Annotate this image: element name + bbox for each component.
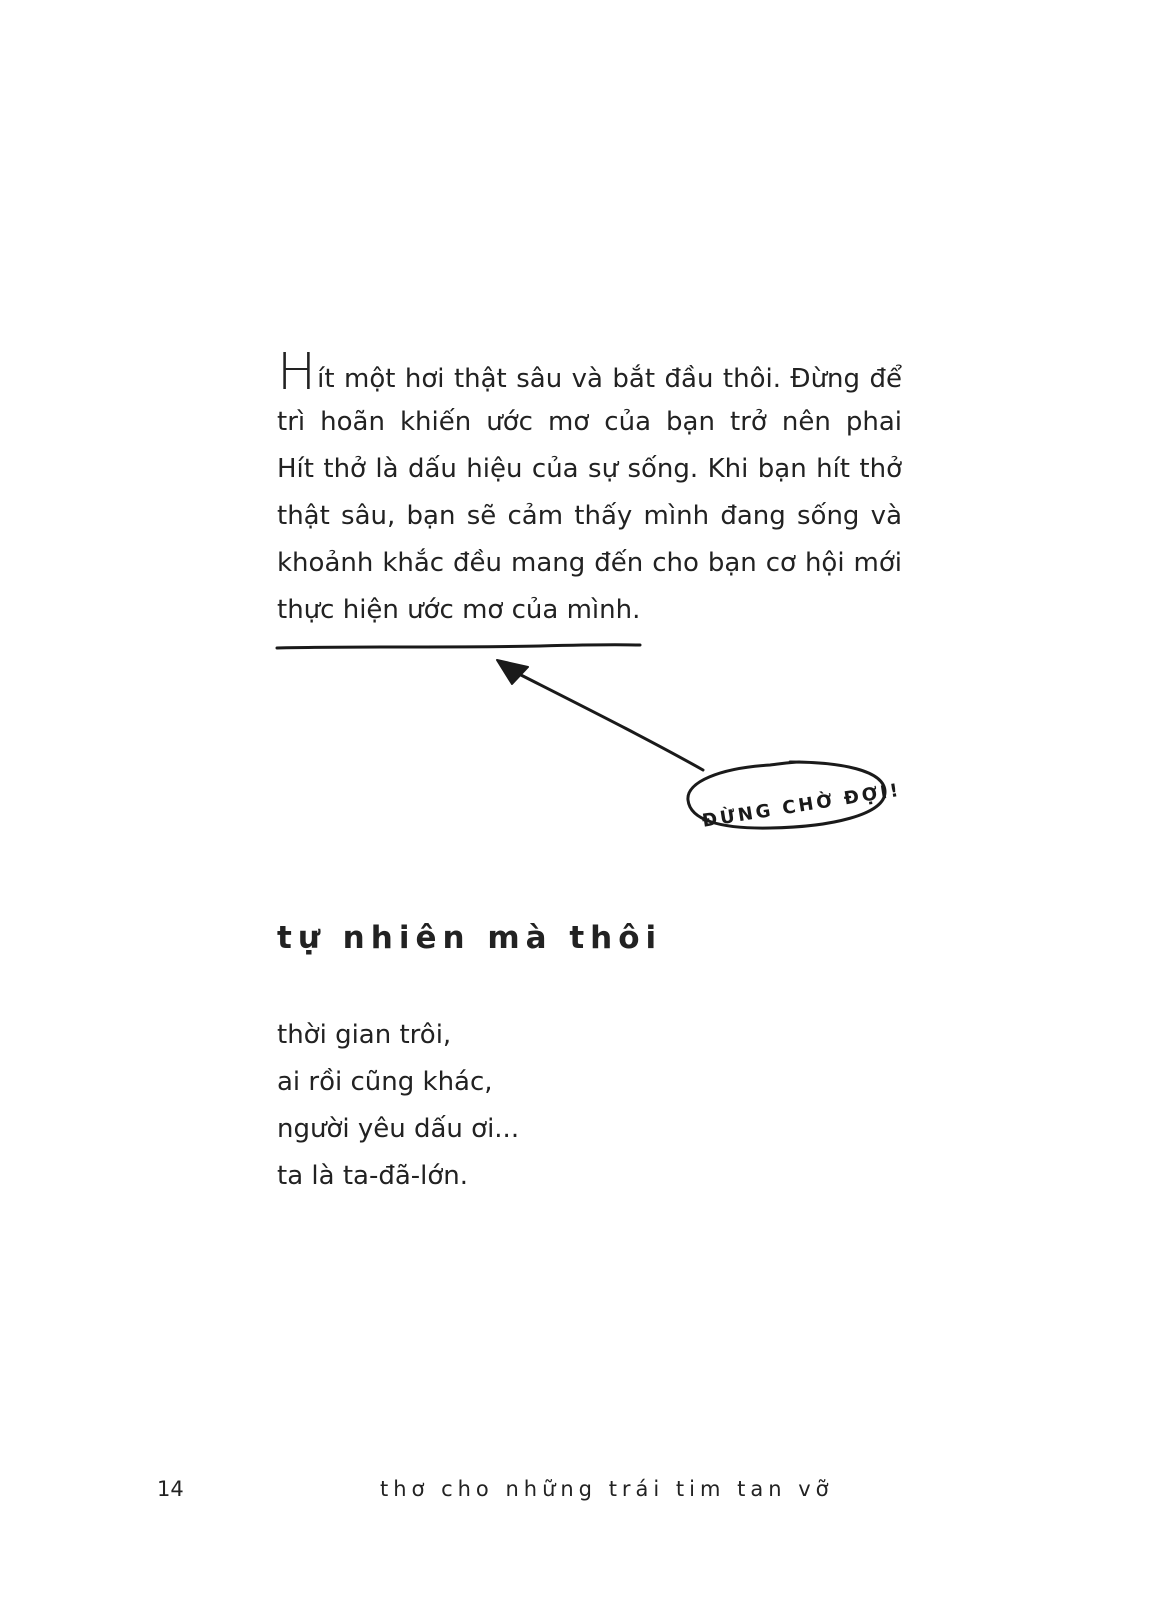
paragraph-line-text: ít một hơi thật sâu và bắt đầu thôi. Đừng để	[317, 364, 902, 394]
poem-body	[277, 1012, 519, 1200]
paragraph-line	[277, 352, 902, 399]
bubble-text: ĐỪNG CHỜ ĐỢI!	[700, 779, 903, 832]
arrow-head-icon	[497, 660, 528, 684]
paragraph-line: khoảnh khắc đều mang đến cho bạn cơ hội mới	[277, 548, 902, 578]
paragraph-line: trì hoãn khiến ước mơ của bạn trở nên phai	[277, 407, 902, 437]
poem-line: thời gian trôi,	[277, 1020, 452, 1050]
drop-cap: H	[277, 352, 317, 399]
paragraph-line: thật sâu, bạn sẽ cảm thấy mình đang sống và	[277, 501, 902, 531]
paragraph-line-underlined: thực hiện ước mơ của mình.	[277, 595, 641, 625]
arrow-shaft	[515, 672, 703, 770]
paragraph-line: Hít thở là dấu hiệu của sự sống. Khi bạn hít thở	[277, 454, 902, 484]
handdrawn-underline	[277, 645, 640, 648]
poem-title: tự nhiên mà thôi	[277, 920, 663, 956]
page-number: 14	[157, 1477, 184, 1501]
poem-line: ta là ta-đã-lớn.	[277, 1161, 469, 1191]
running-title: thơ cho những trái tim tan vỡ	[380, 1477, 834, 1501]
prose-paragraph	[277, 352, 902, 634]
speech-bubble	[688, 762, 885, 828]
poem-line: người yêu dấu ơi...	[277, 1114, 520, 1144]
poem-line: ai rồi cũng khác,	[277, 1067, 493, 1097]
